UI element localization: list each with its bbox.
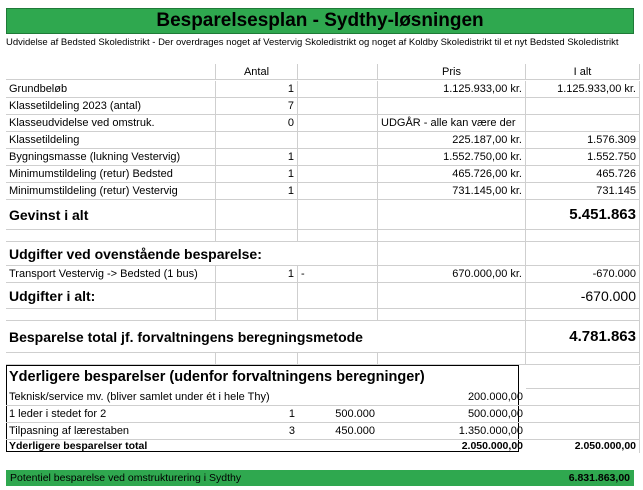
cell-empty[interactable] [526,389,640,406]
udgifter-total-label[interactable]: Udgifter i alt: [6,283,216,309]
header-ialt[interactable]: I alt [526,64,640,80]
cell-empty[interactable] [526,230,640,242]
cell-empty[interactable] [6,64,216,80]
row-antal[interactable]: 0 [216,115,298,132]
transport-pris[interactable]: 670.000,00 kr. [378,266,526,283]
row-pris-note[interactable]: UDGÅR - alle kan være der [378,115,526,132]
cell-empty[interactable] [378,242,526,266]
row-pris[interactable]: 1.125.933,00 kr. [378,81,526,98]
row-ialt[interactable]: 731.145 [526,183,640,200]
cell-empty[interactable] [526,406,640,423]
yderligere-antal[interactable] [216,389,298,406]
potentiel-value[interactable]: 6.831.863,00 [568,472,630,484]
yderligere-label[interactable]: Tilpasning af lærestaben [6,423,216,440]
cell-empty[interactable] [378,321,526,353]
yderligere-pris[interactable] [298,389,378,406]
yderligere-label[interactable]: 1 leder i stedet for 2 [6,406,216,423]
potentiel-row [6,470,634,486]
cell-empty[interactable] [378,230,526,242]
cell-empty[interactable] [298,200,378,230]
cell-empty[interactable] [378,353,526,365]
yderligere-ialt[interactable]: 500.000,00 [378,406,526,423]
yderligere-antal[interactable]: 3 [216,423,298,440]
row-label[interactable]: Klassetildeling [6,132,216,149]
cell-empty[interactable] [216,321,298,353]
row-antal[interactable]: 7 [216,98,298,115]
cell-empty[interactable] [216,283,298,309]
cell-empty[interactable] [298,230,378,242]
cell-empty[interactable] [526,309,640,321]
cell-empty[interactable] [298,242,378,266]
cell-empty[interactable] [298,64,378,80]
cell-empty[interactable] [526,366,640,389]
row-pris[interactable] [378,98,526,115]
cell-empty[interactable] [298,98,378,115]
cell-empty[interactable] [298,309,378,321]
cell-empty[interactable] [216,353,298,365]
udgifter-header[interactable]: Udgifter ved ovenstående besparelse: [6,242,216,266]
yderligere-pris[interactable]: 450.000 [298,423,378,440]
cell-empty[interactable] [298,183,378,200]
cell-empty[interactable] [526,423,640,440]
transport-dash[interactable]: - [298,266,378,283]
cell-empty[interactable] [298,353,378,365]
row-pris[interactable]: 225.187,00 kr. [378,132,526,149]
row-ialt[interactable]: 1.125.933,00 kr. [526,81,640,98]
besparelse-total-value[interactable]: 4.781.863 [526,321,640,353]
cell-empty[interactable] [526,353,640,365]
cell-empty[interactable] [298,166,378,183]
row-label[interactable]: Klasseudvidelse ved omstruk. [6,115,216,132]
yderligere-header[interactable]: Yderligere besparelser (udenfor forvaltningens beregninger) [9,369,425,385]
row-ialt[interactable] [526,115,640,132]
cell-empty[interactable] [378,309,526,321]
yderligere-ialt[interactable]: 200.000,00 [378,389,526,406]
row-antal[interactable]: 1 [216,81,298,98]
cell-empty[interactable] [298,115,378,132]
row-antal[interactable] [216,132,298,149]
cell-empty[interactable] [216,309,298,321]
sheet-title: Besparelsesplan - Sydthy-løsningen [6,8,634,34]
besparelse-total-label[interactable]: Besparelse total jf. forvaltningens beregningsmetode [6,321,216,353]
cell-empty[interactable] [216,200,298,230]
gevinst-value[interactable]: 5.451.863 [526,200,640,230]
transport-label[interactable]: Transport Vestervig -> Bedsted (1 bus) [6,266,216,283]
gevinst-label[interactable]: Gevinst i alt [6,200,216,230]
row-ialt[interactable] [526,98,640,115]
row-label[interactable]: Bygningsmasse (lukning Vestervig) [6,149,216,166]
cell-empty[interactable] [298,149,378,166]
cell-empty[interactable] [298,132,378,149]
row-ialt[interactable]: 1.576.309 [526,132,640,149]
cell-empty[interactable] [298,81,378,98]
row-pris[interactable]: 465.726,00 kr. [378,166,526,183]
cell-empty[interactable] [216,242,298,266]
row-pris[interactable]: 731.145,00 kr. [378,183,526,200]
cell-empty[interactable] [378,283,526,309]
sheet-subtitle: Udvidelse af Bedsted Skoledistrikt - Der overdrages noget af Vestervig Skoledistrikt og noget af Koldby Skoledistrikt til et nyt Bedsted Skoledistrikt [6,37,619,48]
row-pris[interactable]: 1.552.750,00 kr. [378,149,526,166]
udgifter-total-value[interactable]: -670.000 [526,283,640,309]
header-antal[interactable]: Antal [216,64,298,80]
row-antal[interactable]: 1 [216,149,298,166]
cell-empty[interactable] [6,309,216,321]
cell-empty[interactable] [298,283,378,309]
row-label[interactable]: Minimumstildeling (retur) Vestervig [6,183,216,200]
row-antal[interactable]: 1 [216,166,298,183]
yderligere-total-label[interactable]: Yderligere besparelser total [9,440,148,452]
yderligere-pris[interactable]: 500.000 [298,406,378,423]
cell-empty[interactable] [216,230,298,242]
yderligere-ialt[interactable]: 1.350.000,00 [378,423,526,440]
transport-antal[interactable]: 1 [216,266,298,283]
row-label[interactable]: Klassetildeling 2023 (antal) [6,98,216,115]
cell-empty[interactable] [526,242,640,266]
transport-ialt[interactable]: -670.000 [526,266,640,283]
yderligere-total-value[interactable]: 2.050.000,00 [461,440,523,452]
cell-empty[interactable] [378,200,526,230]
row-ialt[interactable]: 465.726 [526,166,640,183]
row-ialt[interactable]: 1.552.750 [526,149,640,166]
header-pris[interactable]: Pris [378,64,526,80]
cell-empty[interactable] [6,353,216,365]
row-label[interactable]: Grundbeløb [6,81,216,98]
row-label[interactable]: Minimumstildeling (retur) Bedsted [6,166,216,183]
cell-empty[interactable] [6,230,216,242]
potentiel-label[interactable]: Potentiel besparelse ved omstrukturering i Sydthy [10,472,242,484]
row-antal[interactable]: 1 [216,183,298,200]
yderligere-antal[interactable]: 1 [216,406,298,423]
yderligere-label[interactable]: Teknisk/service mv. (bliver samlet under ét i hele Thy) [6,389,216,406]
yderligere-total-outer[interactable]: 2.050.000,00 [526,440,640,453]
cell-empty[interactable] [298,321,378,353]
